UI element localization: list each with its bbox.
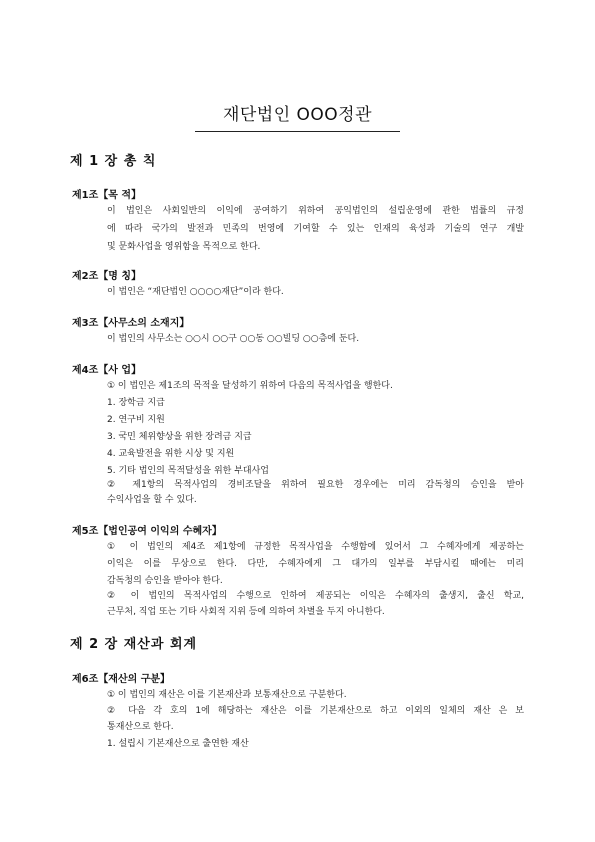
article-5-line: 근무처, 직업 또는 기타 사회적 지위 등에 의하여 차별을 두지 아니한다. <box>107 607 385 617</box>
article-5-line: 감독청의 승인을 받아야 한다. <box>107 576 223 586</box>
article-4-line: 1. 장학금 지급 <box>107 398 165 408</box>
article-6-line: 통재산으로 한다. <box>107 722 174 732</box>
article-1-heading: 제1조【목 적】 <box>72 190 142 201</box>
article-5-line: ② 이 법인의 목적사업의 수행으로 인하여 제공되는 이익은 수혜자의 출생지, 출신 학교, <box>107 591 524 601</box>
article-4-line: 3. 국민 체위향상을 위한 장려금 지급 <box>107 432 252 442</box>
article-5-line: 이익은 이를 무상으로 한다. 다만, 수혜자에게 그 대가의 일부를 부담시킬 때에는 미리 <box>107 559 524 569</box>
article-2-line: 이 법인은 “재단법인 ○○○○재단”이라 한다. <box>107 287 284 297</box>
document-title: 재단법인 OOO정관 <box>195 100 400 132</box>
article-2-heading: 제2조【명 칭】 <box>72 271 142 282</box>
article-5-heading: 제5조【법인공여 이익의 수혜자】 <box>72 526 222 537</box>
chapter-2-heading: 제 2 장 재산과 회계 <box>70 637 198 652</box>
article-6-line: 1. 설립시 기본재산으로 출연한 재산 <box>107 739 249 749</box>
title-wrap <box>0 100 595 132</box>
article-5-line: ① 이 법인의 제4조 제1항에 규정한 목적사업을 수행함에 있어서 그 수혜자에게 제공하는 <box>107 542 524 552</box>
article-4-line: ② 제1항의 목적사업의 경비조달을 위하여 필요한 경우에는 미리 감독청의 승인을 받아 <box>107 480 524 490</box>
article-3-heading: 제3조【사무소의 소재지】 <box>72 318 190 329</box>
article-1-line: 에 따라 국가의 발전과 민족의 번영에 기여할 수 있는 인재의 육성과 기술의 연구 개발 <box>107 224 524 234</box>
chapter-1-heading: 제 1 장 총 칙 <box>70 154 157 169</box>
article-6-line: ② 다음 각 호의 1에 해당하는 재산은 이를 기본재산으로 하고 이외의 일체의 재산 은 보 <box>107 706 524 716</box>
article-6-heading: 제6조【재산의 구분】 <box>72 674 171 685</box>
article-4-line: 5. 기타 법인의 목적달성을 위한 부대사업 <box>107 466 269 476</box>
article-4-line: 4. 교육발전을 위한 시상 및 지원 <box>107 449 235 459</box>
article-1-line: 및 문화사업을 영위함을 목적으로 한다. <box>107 242 261 252</box>
article-6-line: ① 이 법인의 재산은 이를 기본재산과 보통재산으로 구분한다. <box>107 690 347 700</box>
article-4-line: ① 이 법인은 제1조의 목적을 달성하기 위하여 다음의 목적사업을 행한다. <box>107 381 393 391</box>
article-3-line: 이 법인의 사무소는 ○○시 ○○구 ○○동 ○○빌딩 ○○층에 둔다. <box>107 334 360 344</box>
article-1-line: 이 법인은 사회일반의 이익에 공여하기 위하여 공익법인의 설립운영에 관한 법률의 규정 <box>107 206 524 216</box>
article-4-line: 수익사업을 할 수 있다. <box>107 495 197 505</box>
article-4-line: 2. 연구비 지원 <box>107 415 165 425</box>
article-4-heading: 제4조【사 업】 <box>72 365 142 376</box>
